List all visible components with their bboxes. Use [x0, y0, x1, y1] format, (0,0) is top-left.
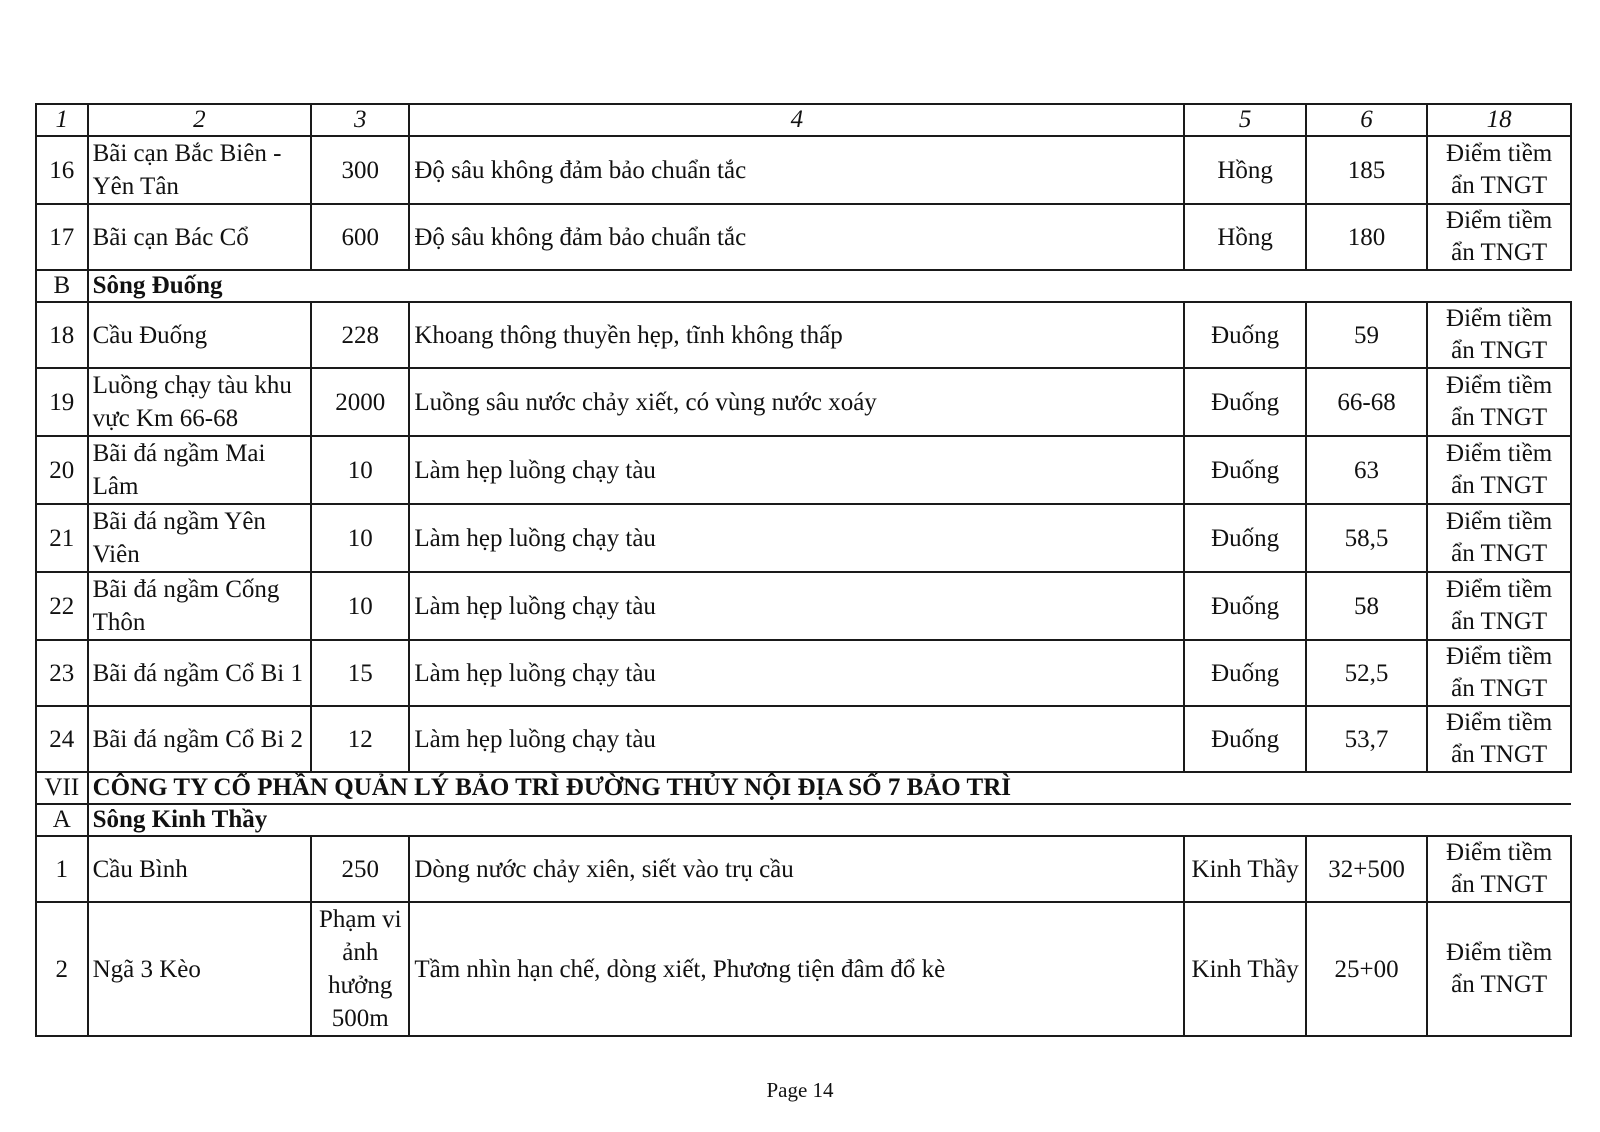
- km-cell: 185: [1306, 136, 1427, 204]
- location-name-cell: Bãi đá ngầm Mai Lâm: [88, 436, 312, 504]
- hazard-points-table: [35, 103, 1572, 1037]
- section-title: Sông Kinh Thầy: [88, 804, 1571, 836]
- note-cell: Điểm tiềm ẩn TNGT: [1427, 368, 1571, 436]
- location-name-cell: Cầu Đuống: [88, 302, 312, 368]
- river-cell: Hồng: [1184, 204, 1305, 270]
- river-cell: Đuống: [1184, 368, 1305, 436]
- table-row: [36, 640, 1571, 706]
- km-cell: 63: [1306, 436, 1427, 504]
- km-cell: 58: [1306, 572, 1427, 640]
- river-cell: Đuống: [1184, 640, 1305, 706]
- km-cell: 32+500: [1306, 836, 1427, 902]
- length-cell: 12: [311, 706, 409, 772]
- note-cell: Điểm tiềm ẩn TNGT: [1427, 504, 1571, 572]
- column-number-cell: 18: [1427, 104, 1571, 136]
- organization-heading-row: [36, 772, 1571, 804]
- location-name-cell: Cầu Bình: [88, 836, 312, 902]
- description-cell: Làm hẹp luồng chạy tàu: [409, 572, 1184, 640]
- section-title: CÔNG TY CỔ PHẦN QUẢN LÝ BẢO TRÌ ĐƯỜNG THỦY NỘI ĐỊA SỐ 7 BẢO TRÌ: [88, 772, 1571, 804]
- note-cell: Điểm tiềm ẩn TNGT: [1427, 436, 1571, 504]
- row-number-cell: 23: [36, 640, 88, 706]
- description-cell: Luồng sâu nước chảy xiết, có vùng nước xoáy: [409, 368, 1184, 436]
- km-cell: 52,5: [1306, 640, 1427, 706]
- table-row: [36, 302, 1571, 368]
- description-cell: Độ sâu không đảm bảo chuẩn tắc: [409, 204, 1184, 270]
- km-cell: 25+00: [1306, 902, 1427, 1036]
- row-number-cell: 19: [36, 368, 88, 436]
- river-cell: Hồng: [1184, 136, 1305, 204]
- column-number-cell: 2: [88, 104, 312, 136]
- note-cell: Điểm tiềm ẩn TNGT: [1427, 706, 1571, 772]
- description-cell: Làm hẹp luồng chạy tàu: [409, 504, 1184, 572]
- table-row: [36, 504, 1571, 572]
- note-cell: Điểm tiềm ẩn TNGT: [1427, 204, 1571, 270]
- section-number: A: [36, 804, 88, 836]
- location-name-cell: Bãi cạn Bác Cổ: [88, 204, 312, 270]
- section-number: B: [36, 270, 88, 302]
- length-cell: 10: [311, 572, 409, 640]
- description-cell: Độ sâu không đảm bảo chuẩn tắc: [409, 136, 1184, 204]
- length-cell: 228: [311, 302, 409, 368]
- location-name-cell: Bãi đá ngầm Cổ Bi 1: [88, 640, 312, 706]
- row-number-cell: 1: [36, 836, 88, 902]
- river-cell: Đuống: [1184, 302, 1305, 368]
- river-cell: Đuống: [1184, 706, 1305, 772]
- section-number: VII: [36, 772, 88, 804]
- table-body: [36, 104, 1571, 1036]
- description-cell: Làm hẹp luồng chạy tàu: [409, 640, 1184, 706]
- row-number-cell: 21: [36, 504, 88, 572]
- column-number-cell: 5: [1184, 104, 1305, 136]
- row-number-cell: 17: [36, 204, 88, 270]
- table-row: [36, 368, 1571, 436]
- location-name-cell: Luồng chạy tàu khu vực Km 66-68: [88, 368, 312, 436]
- length-cell: 600: [311, 204, 409, 270]
- note-cell: Điểm tiềm ẩn TNGT: [1427, 302, 1571, 368]
- km-cell: 58,5: [1306, 504, 1427, 572]
- km-cell: 66-68: [1306, 368, 1427, 436]
- table-row: [36, 136, 1571, 204]
- location-name-cell: Bãi cạn Bắc Biên - Yên Tân: [88, 136, 312, 204]
- location-name-cell: Ngã 3 Kèo: [88, 902, 312, 1036]
- table-row: [36, 436, 1571, 504]
- page-number: Page 14: [766, 1078, 834, 1102]
- km-cell: 53,7: [1306, 706, 1427, 772]
- length-cell: 250: [311, 836, 409, 902]
- river-cell: Đuống: [1184, 436, 1305, 504]
- row-number-cell: 22: [36, 572, 88, 640]
- column-number-cell: 6: [1306, 104, 1427, 136]
- description-cell: Khoang thông thuyền hẹp, tĩnh không thấp: [409, 302, 1184, 368]
- location-name-cell: Bãi đá ngầm Cổ Bi 2: [88, 706, 312, 772]
- description-cell: Tầm nhìn hạn chế, dòng xiết, Phương tiện đâm đổ kè: [409, 902, 1184, 1036]
- row-number-cell: 24: [36, 706, 88, 772]
- table-row: [36, 902, 1571, 1036]
- section-title: Sông Đuống: [88, 270, 1571, 302]
- length-cell: 300: [311, 136, 409, 204]
- column-number-cell: 4: [409, 104, 1184, 136]
- note-cell: Điểm tiềm ẩn TNGT: [1427, 572, 1571, 640]
- table-row: [36, 572, 1571, 640]
- description-cell: Làm hẹp luồng chạy tàu: [409, 706, 1184, 772]
- column-number-row: [36, 104, 1571, 136]
- row-number-cell: 2: [36, 902, 88, 1036]
- note-cell: Điểm tiềm ẩn TNGT: [1427, 640, 1571, 706]
- description-cell: Làm hẹp luồng chạy tàu: [409, 436, 1184, 504]
- river-cell: Kinh Thầy: [1184, 836, 1305, 902]
- row-number-cell: 20: [36, 436, 88, 504]
- length-cell: 15: [311, 640, 409, 706]
- length-cell: Phạm vi ảnh hưởng 500m: [311, 902, 409, 1036]
- km-cell: 59: [1306, 302, 1427, 368]
- row-number-cell: 18: [36, 302, 88, 368]
- length-cell: 2000: [311, 368, 409, 436]
- river-cell: Đuống: [1184, 504, 1305, 572]
- location-name-cell: Bãi đá ngầm Yên Viên: [88, 504, 312, 572]
- length-cell: 10: [311, 436, 409, 504]
- row-number-cell: 16: [36, 136, 88, 204]
- column-number-cell: 3: [311, 104, 409, 136]
- river-cell: Kinh Thầy: [1184, 902, 1305, 1036]
- description-cell: Dòng nước chảy xiên, siết vào trụ cầu: [409, 836, 1184, 902]
- km-cell: 180: [1306, 204, 1427, 270]
- location-name-cell: Bãi đá ngầm Cống Thôn: [88, 572, 312, 640]
- river-section-row: [36, 270, 1571, 302]
- length-cell: 10: [311, 504, 409, 572]
- note-cell: Điểm tiềm ẩn TNGT: [1427, 136, 1571, 204]
- table-row: [36, 204, 1571, 270]
- note-cell: Điểm tiềm ẩn TNGT: [1427, 902, 1571, 1036]
- river-cell: Đuống: [1184, 572, 1305, 640]
- table-row: [36, 836, 1571, 902]
- column-number-cell: 1: [36, 104, 88, 136]
- table-row: [36, 706, 1571, 772]
- note-cell: Điểm tiềm ẩn TNGT: [1427, 836, 1571, 902]
- river-section-row: [36, 804, 1571, 836]
